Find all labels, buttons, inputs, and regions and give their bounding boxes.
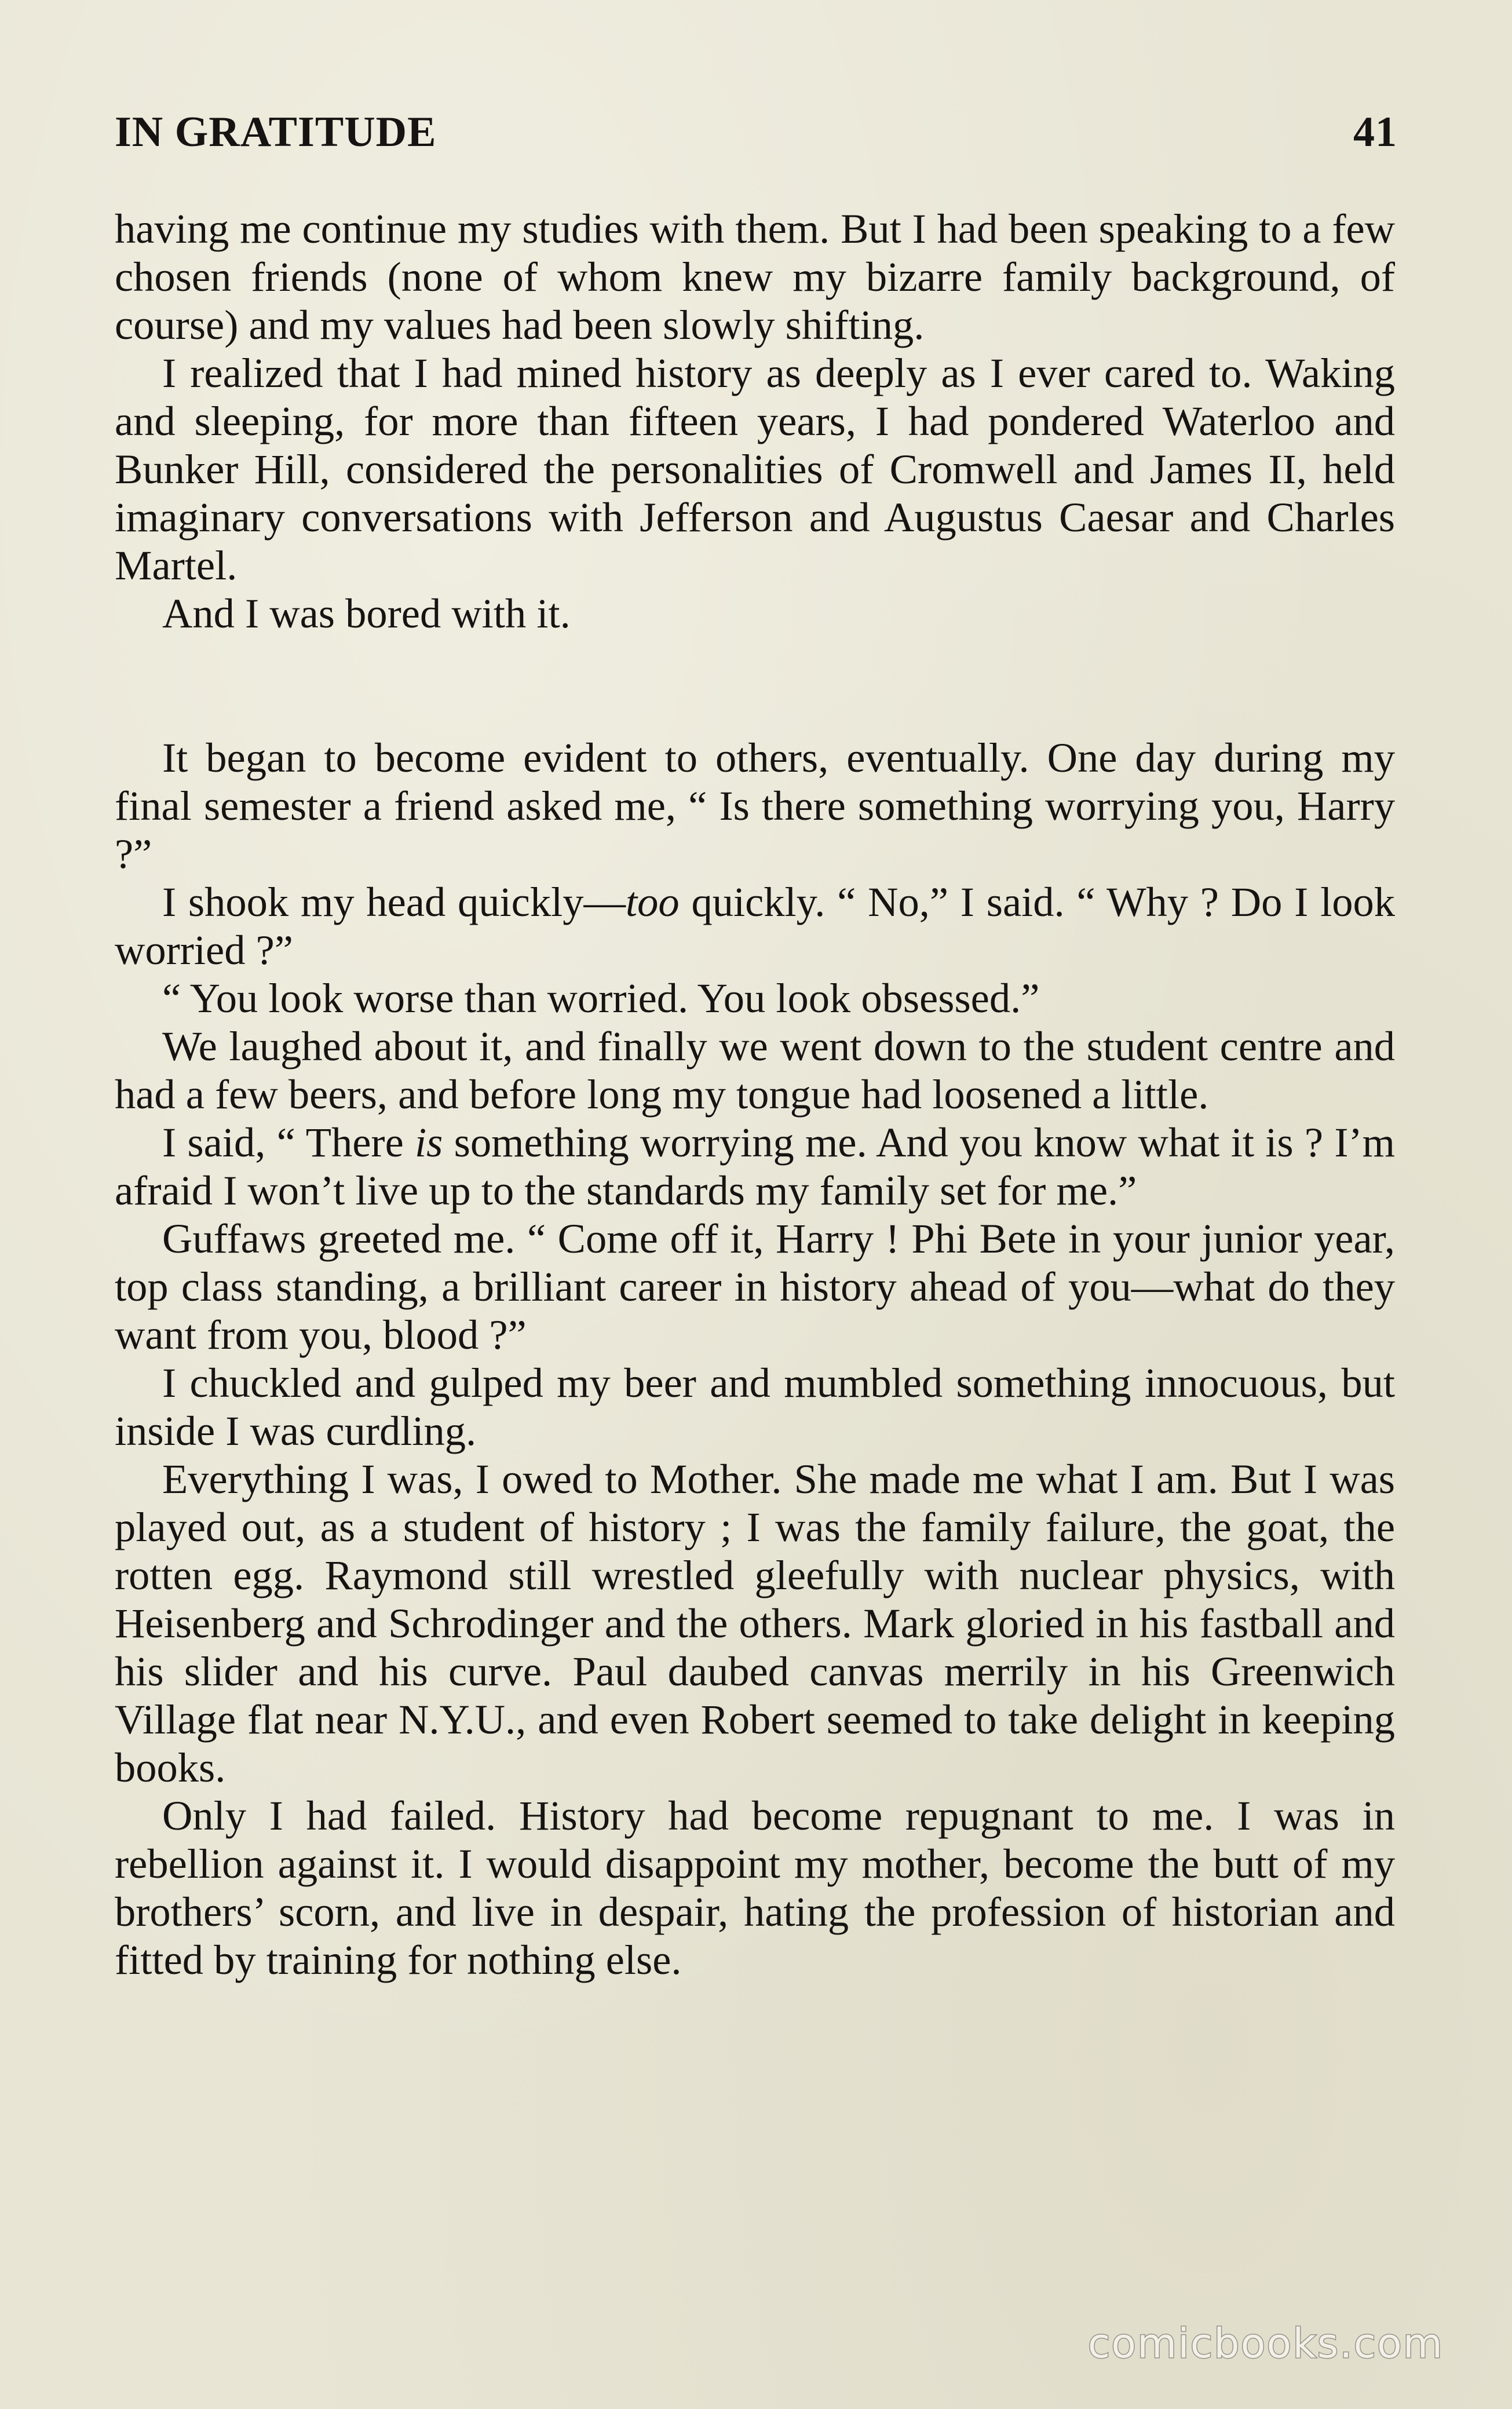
- paragraph: having me continue my studies with them. But I had been speaking to a few chosen friends (none of whom knew my bizarre family background, of course) and my values had been slowly shifting.: [115, 205, 1395, 348]
- paragraph: I said, “ There is something worrying me. And you know what it is ? I’m afraid I won’t live up to the standards my family set for me.”: [115, 1119, 1395, 1214]
- paragraph: I chuckled and gulped my beer and mumbled something innocuous, but inside I was curdling.: [115, 1359, 1395, 1454]
- emphasis: is: [415, 1119, 443, 1166]
- paragraph: Everything I was, I owed to Mother. She made me what I am. But I was played out, as a student of history ; I was the family failure, the goat, the rotten egg. Raymond still wrestled gleefully with nuclear physics, with Heisenberg and Schrodinger and the others. Mark gloried in his fastball and his slider and his curve. Paul daubed canvas merrily in his Greenwich Village flat near N.Y.U., and even Robert seemed to take delight in keeping books.: [115, 1455, 1395, 1791]
- running-header: [115, 108, 1397, 166]
- paragraph: Guffaws greeted me. “ Come off it, Harry ! Phi Bete in your junior year, top class standing, a brilliant career in history ahead of you—what do they want from you, blood ?”: [115, 1215, 1395, 1358]
- paragraph: Only I had failed. History had become repugnant to me. I was in rebellion against it. I would disappoint my mother, become the butt of my brothers’ scorn, and live in despair, hating the profession of historian and fitted by training for nothing else.: [115, 1792, 1395, 1983]
- paragraph: It began to become evident to others, eventually. One day during my final semester a friend asked me, “ Is there something worrying you, Harry ?”: [115, 734, 1395, 877]
- running-title: IN GRATITUDE: [115, 108, 437, 156]
- paragraph: I realized that I had mined history as deeply as I ever cared to. Waking and sleeping, for more than fifteen years, I had pondered Waterloo and Bunker Hill, considered the personalities of Cromwell and James II, held imaginary conversations with Jefferson and Augustus Caesar and Charles Martel.: [115, 349, 1395, 589]
- paragraph: And I was bored with it.: [162, 590, 571, 637]
- page-number: 41: [1353, 108, 1397, 156]
- paragraph: I shook my head quickly—too quickly. “ No,” I said. “ Why ? Do I look worried ?”: [115, 878, 1395, 973]
- paragraph: “ You look worse than worried. You look obsessed.”: [162, 974, 1040, 1021]
- paragraph: We laughed about it, and finally we went down to the student centre and had a few beers, and before long my tongue had loosened a little.: [115, 1023, 1395, 1118]
- emphasis: too: [626, 878, 680, 925]
- section-break: [115, 637, 1395, 733]
- body-text: [115, 205, 1395, 1984]
- watermark: comicbooks.com: [1087, 2320, 1444, 2367]
